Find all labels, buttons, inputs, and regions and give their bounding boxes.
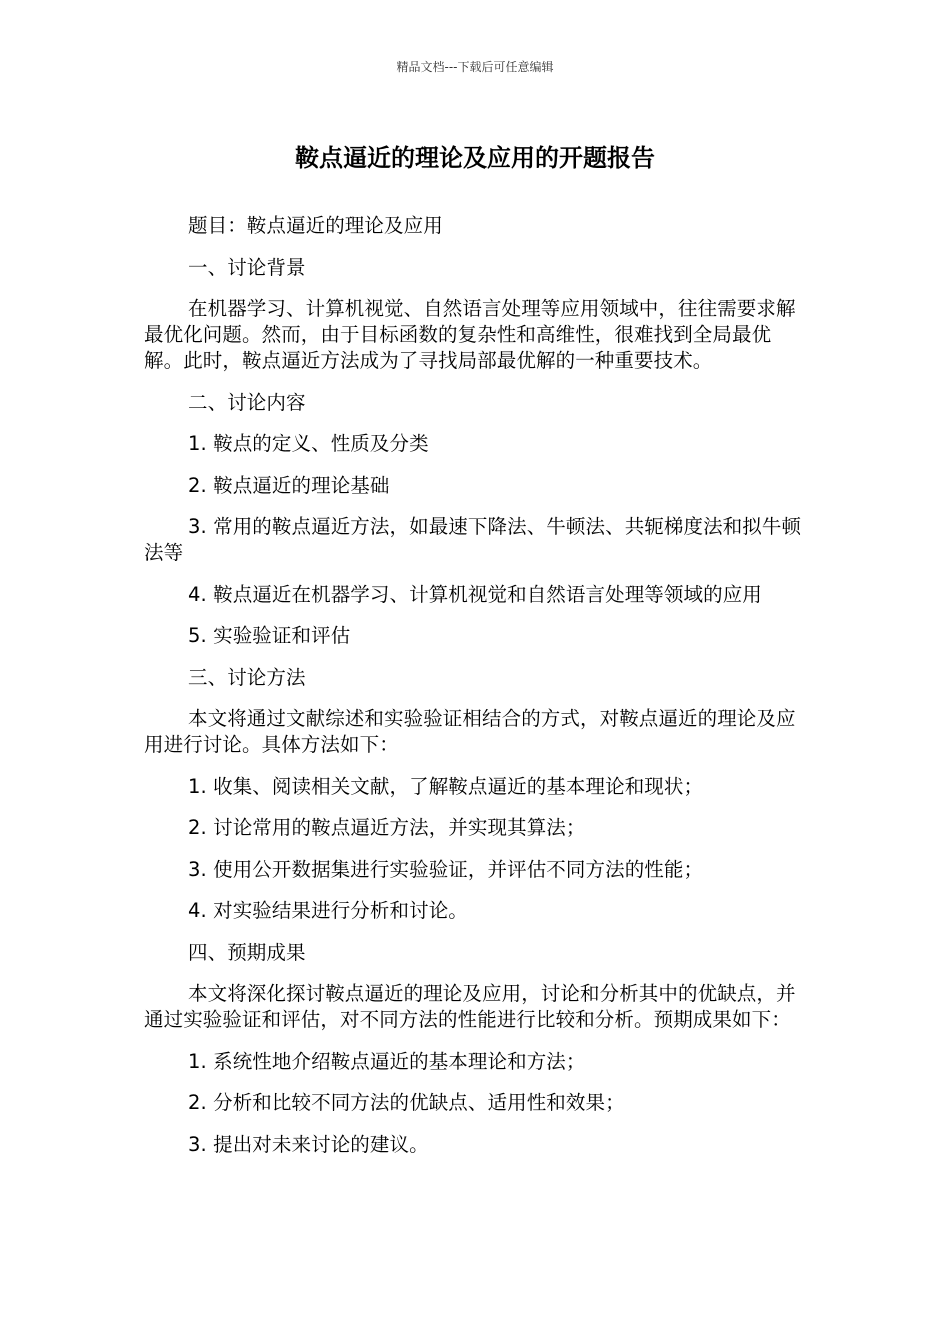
section-heading-method: 三、讨论方法	[188, 665, 306, 689]
section-heading-content: 二、讨论内容	[188, 390, 306, 414]
section-heading-background: 一、讨论背景	[188, 255, 306, 279]
section-heading-outcomes: 四、预期成果	[188, 940, 306, 964]
method-item-2: 2. 讨论常用的鞍点逼近方法，并实现其算法；	[188, 816, 586, 839]
method-item-1: 1. 收集、阅读相关文献，了解鞍点逼近的基本理论和现状；	[188, 774, 704, 798]
outcome-item-3: 3. 提出对未来讨论的建议。	[188, 1132, 429, 1156]
content-item-2: 2. 鞍点逼近的理论基础	[188, 473, 390, 497]
outcome-item-1: 1. 系统性地介绍鞍点逼近的基本理论和方法；	[188, 1049, 586, 1073]
content-item-5: 5. 实验验证和评估	[188, 624, 351, 647]
topic-line: 题目：鞍点逼近的理论及应用	[188, 214, 443, 237]
method-item-3: 3. 使用公开数据集进行实验验证，并评估不同方法的性能；	[188, 857, 704, 881]
content-item-3: 3. 常用的鞍点逼近方法，如最速下降法、牛顿法、共轭梯度法和拟牛顿法等	[144, 515, 802, 564]
background-paragraph: 在机器学习、计算机视觉、自然语言处理等应用领域中，往往需要求解最优化问题。然而，由于目标函数的复杂性和高维性，很难找到全局最优解。此时，鞍点逼近方法成为了寻找局部最优解的一种重要技术。	[144, 297, 796, 372]
method-paragraph: 本文将通过文献综述和实验验证相结合的方式，对鞍点逼近的理论及应用进行讨论。具体方法如下：	[144, 707, 796, 756]
document-title: 鞍点逼近的理论及应用的开题报告	[295, 144, 655, 172]
document-body	[144, 213, 804, 1173]
content-item-4: 4. 鞍点逼近在机器学习、计算机视觉和自然语言处理等领域的应用	[188, 582, 762, 606]
content-item-1: 1. 鞍点的定义、性质及分类	[188, 432, 429, 455]
method-item-4: 4. 对实验结果进行分析和讨论。	[188, 899, 468, 922]
outcome-item-2: 2. 分析和比较不同方法的优缺点、适用性和效果；	[188, 1091, 625, 1114]
outcomes-paragraph: 本文将深化探讨鞍点逼近的理论及应用，讨论和分析其中的优缺点，并通过实验验证和评估，对不同方法的性能进行比较和分析。预期成果如下：	[144, 982, 796, 1031]
header-note: 精品文档---下载后可任意编辑	[396, 60, 554, 74]
